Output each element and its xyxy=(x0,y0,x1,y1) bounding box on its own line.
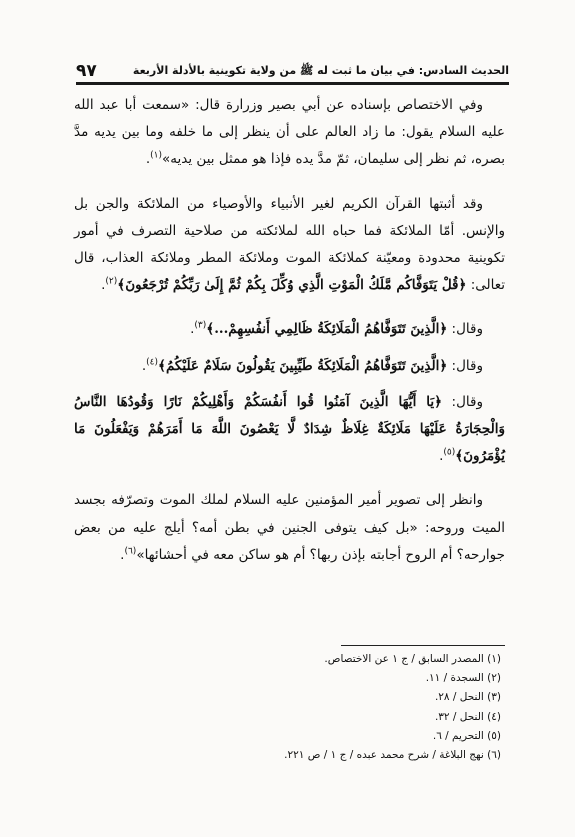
paragraph-text: . xyxy=(101,277,106,294)
footnote: (٥) التحريم / ٦. xyxy=(432,729,501,742)
running-header xyxy=(76,58,509,85)
paragraph-text: وفي الاختصاص بإسناده عن أبي بصير وزرارة قال: «سمعت أبا عبد الله عليه السلام يقول: ما زاد العالم على أن ينظر إلى ما خلفه وما بين يديه مدَّ بصره، ثم نظر إلى سليمان، ثمّ مدَّ يده فإذا هو ممثل بين يديه» xyxy=(74,97,505,168)
paragraph-text: . xyxy=(145,151,151,168)
quran-verse: ﴿قُلْ يَتَوَفَّاكُم مَّلَكُ الْمَوْتِ الَّذِي وُكِّلَ بِكُمْ ثُمَّ إِلَىٰ رَبِّكُمْ تُرْجَعُونَ﴾ xyxy=(117,277,467,294)
paragraph xyxy=(74,487,505,569)
footnote: (٣) النحل / ٢٨. xyxy=(434,691,501,704)
paragraph-text: وقال: xyxy=(447,357,483,374)
paragraph-text: وقال: xyxy=(447,321,483,338)
footnotes xyxy=(74,650,501,765)
footnote: (١) المصدر السابق / ج ١ عن الاختصاص. xyxy=(324,653,501,665)
paragraph-text: وقد أثبتها القرآن الكريم لغير الأنبياء والأوصياء من الملائكة والجن بل والإنس. أمّا الملائكة فما حباه الله لملائكته من صلاحية التصرف في أمور تكوينية محدودة ومعيّنة كملائكة الموت وملائكة المطر وملائكة العذاب، قال تعالى: xyxy=(74,195,505,294)
footnote-reference: (٣) xyxy=(194,320,207,331)
footnote-reference: (١) xyxy=(150,150,163,161)
paragraph xyxy=(74,389,505,471)
main-text xyxy=(74,92,505,586)
footnote: (٦) نهج البلاغة / شرح محمد عبده / ج ١ / ص ٢٢١. xyxy=(284,749,501,762)
paragraph-text: . xyxy=(439,448,444,465)
footnote-reference: (٤) xyxy=(146,357,159,368)
footnote-reference: (٥) xyxy=(443,447,456,458)
paragraph xyxy=(74,316,505,343)
paragraph-text: . xyxy=(120,546,125,563)
footnote: (٤) النحل / ٣٢. xyxy=(434,710,501,723)
page-number: ٩٧ xyxy=(76,61,97,81)
footnote-divider xyxy=(341,645,505,646)
footnote-reference: (٢) xyxy=(105,276,118,287)
paragraph xyxy=(74,191,505,300)
footnote: (٢) السجدة / ١١. xyxy=(425,672,501,685)
header-title: الحديث السادس: في بيان ما ثبت له ﷺ من ولاية تكوينية بالأدلة الأربعة xyxy=(132,64,509,77)
paragraph-text: وقال: xyxy=(442,393,483,410)
paragraph xyxy=(74,353,505,380)
paragraph-text: . xyxy=(141,357,147,374)
quran-verse: ﴿الَّذِينَ تَتَوَفَّاهُمُ الْمَلَائِكَةُ ظَالِمِي أَنفُسِهِمْ...﴾ xyxy=(206,321,448,338)
paragraph-text: وانظر إلى تصوير أمير المؤمنين عليه السلام لملك الموت وتصرّفه بجسد الميت وروحه: «بل كيف يتوفى الجنين في بطن أمه؟ أيلج عليه من بعض جوارحه؟ أم الروح أجابته بإذن ربها؟ أم هو ساكن معه في أحشائها» xyxy=(74,492,505,563)
quran-verse: ﴿يَا أَيُّهَا الَّذِينَ آمَنُوا قُوا أَنفُسَكُمْ وَأَهْلِيكُمْ نَارًا وَقُودُهَا النَّاسُ وَالْحِجَارَةُ عَلَيْهَا مَلَائِكَةٌ غِلَاظٌ شِدَادٌ لَّا يَعْصُونَ اللَّهَ مَا أَمَرَهُمْ وَيَفْعَلُونَ مَا يُؤْمَرُونَ﴾ xyxy=(74,393,505,465)
quran-verse: ﴿الَّذِينَ تَتَوَفَّاهُمُ الْمَلَائِكَةُ طَيِّبِينَ يَقُولُونَ سَلَامٌ عَلَيْكُمُ﴾ xyxy=(158,357,448,374)
footnote-reference: (٦) xyxy=(124,546,137,557)
paragraph xyxy=(74,92,505,174)
paragraph-text: . xyxy=(190,321,195,338)
